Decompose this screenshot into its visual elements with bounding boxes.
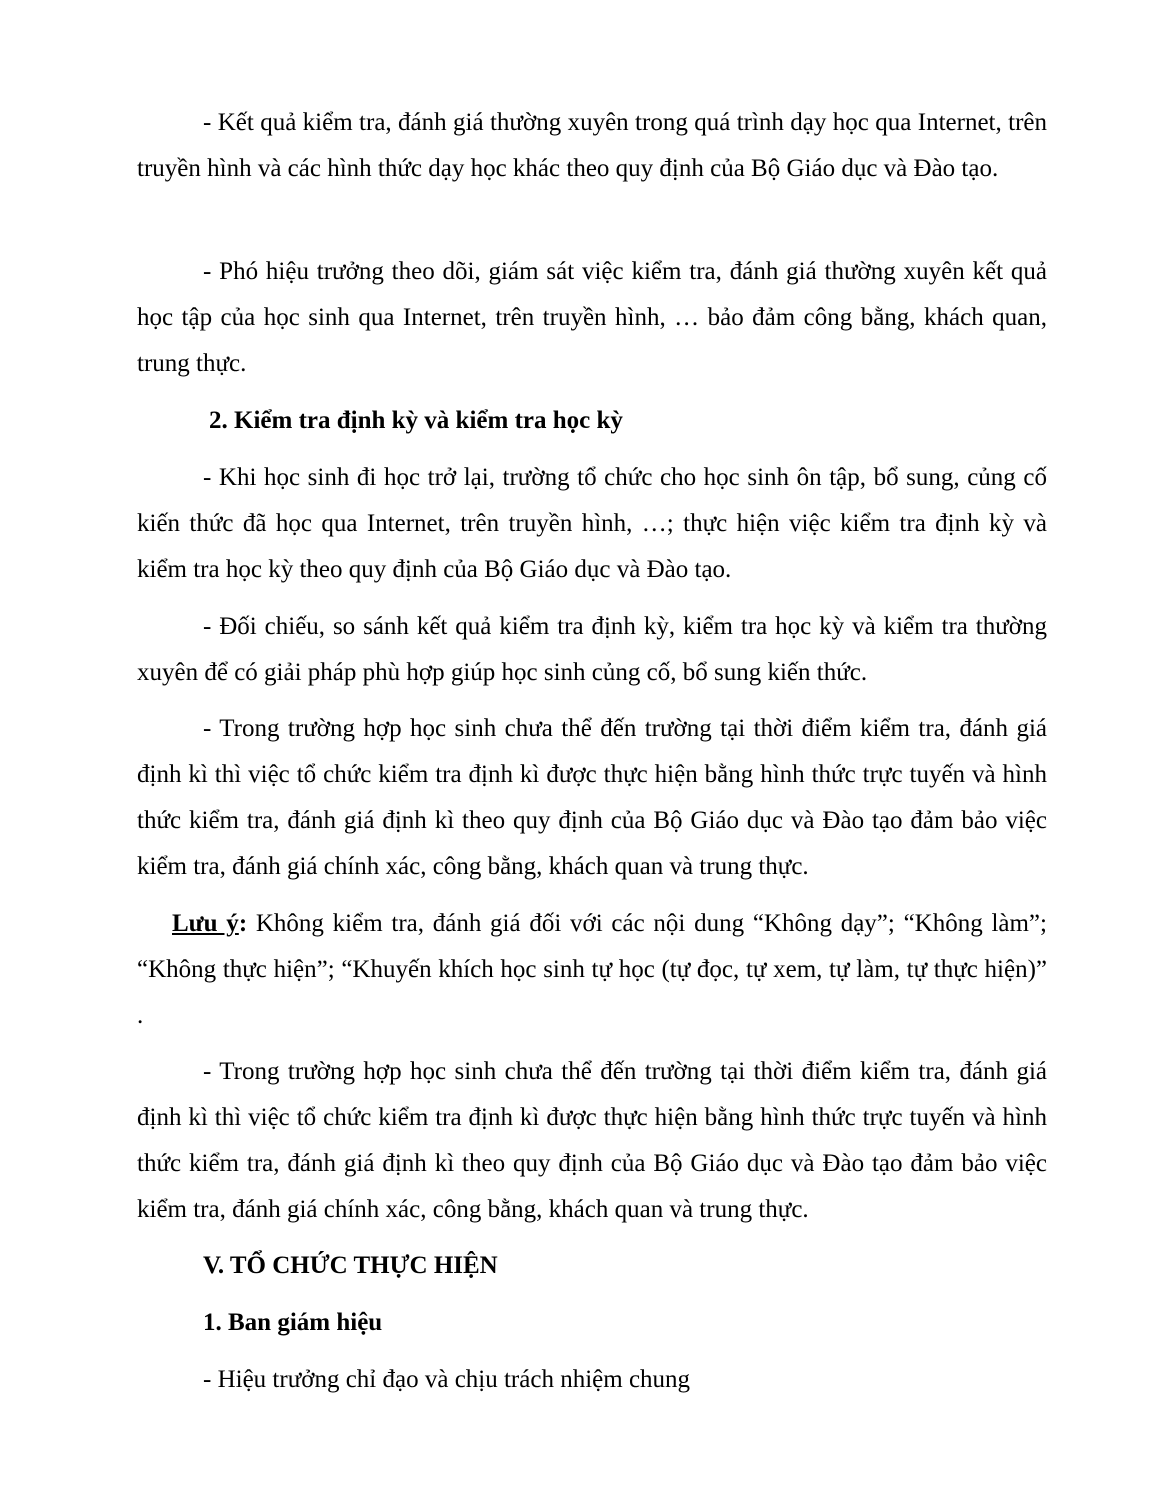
subsection-heading-board: 1. Ban giám hiệu <box>203 1309 383 1336</box>
paragraph-principal-responsibility: - Hiệu trưởng chỉ đạo và chịu trách nhiệm chung <box>203 1366 691 1393</box>
paragraph-compare-results: - Đối chiếu, so sánh kết quả kiểm tra định kỳ, kiểm tra học kỳ và kiểm tra thường xuyên để có giải pháp phù hợp giúp học sinh củng cố, bổ sung kiến thức. <box>137 613 1047 686</box>
paragraph-regular-assessment-results: - Kết quả kiểm tra, đánh giá thường xuyên trong quá trình dạy học qua Internet, trên truyền hình và các hình thức dạy học khác theo quy định của Bộ Giáo dục và Đào tạo. <box>137 109 1047 182</box>
note-paragraph <box>137 901 1047 1039</box>
section-heading-periodic-tests: 2. Kiểm tra định kỳ và kiểm tra học kỳ <box>209 407 623 434</box>
note-label-colon: : <box>238 910 248 937</box>
paragraph-vice-principal-monitoring: - Phó hiệu trưởng theo dõi, giám sát việc kiểm tra, đánh giá thường xuyên kết quả học tập của học sinh qua Internet, trên truyền hình, … bảo đảm công bằng, khách quan, trung thực. <box>137 258 1047 377</box>
section-heading-implementation: V. TỔ CHỨC THỰC HIỆN <box>203 1252 498 1279</box>
paragraph-online-testing: - Trong trường hợp học sinh chưa thể đến trường tại thời điểm kiểm tra, đánh giá định kì thì việc tổ chức kiểm tra định kì được thực hiện bằng hình thức trực tuyến và hình thức kiểm tra, đánh giá định kì theo quy định của Bộ Giáo dục và Đào tạo đảm bảo việc kiểm tra, đánh giá chính xác, công bằng, khách quan và trung thực. <box>137 715 1047 880</box>
note-text: Không kiểm tra, đánh giá đối với các nội dung “Không dạy”; “Không làm”; “Không thực hiện”; “Khuyến khích học sinh tự học (tự đọc, tự xem, tự làm, tự thực hiện)” . <box>137 910 1047 1029</box>
paragraph-return-to-school: - Khi học sinh đi học trở lại, trường tổ chức cho học sinh ôn tập, bổ sung, củng cố kiến thức đã học qua Internet, trên truyền hình, …; thực hiện việc kiểm tra định kỳ và kiểm tra học kỳ theo quy định của Bộ Giáo dục và Đào tạo. <box>137 464 1047 583</box>
note-label-underlined: Lưu ý <box>172 910 239 937</box>
note-label <box>172 910 247 937</box>
paragraph-online-testing-repeat: - Trong trường hợp học sinh chưa thể đến trường tại thời điểm kiểm tra, đánh giá định kì thì việc tổ chức kiểm tra định kì được thực hiện bằng hình thức trực tuyến và hình thức kiểm tra, đánh giá định kì theo quy định của Bộ Giáo dục và Đào tạo đảm bảo việc kiểm tra, đánh giá chính xác, công bằng, khách quan và trung thực. <box>137 1058 1047 1223</box>
